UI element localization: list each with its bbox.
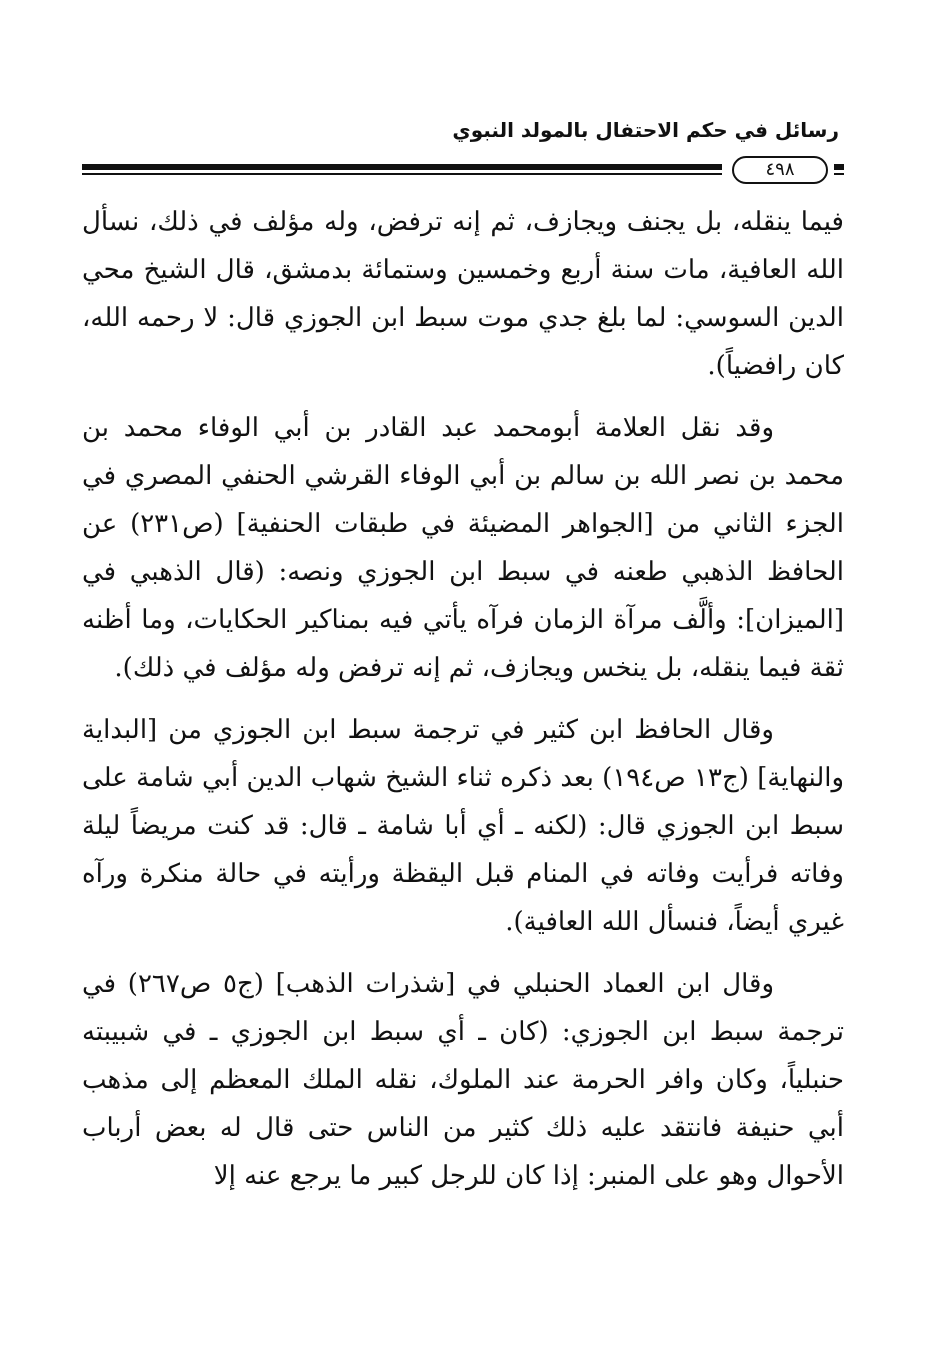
paragraph-3: وقال الحافظ ابن كثير في ترجمة سبط ابن الجوزي من [البداية والنهاية] (ج١٣ ص١٩٤) بعد ذكره ثناء الشيخ شهاب الدين أبي شامة على سبط ابن الجوزي قال: (لكنه ـ أي أبا شامة ـ قال: قد كنت مريضاً ليلة وفاته فرأيت وفاته في المنام قبل اليقظة ورأيته في حالة منكرة ورآه غيري أيضاً، فنسأل الله العافية). [82, 715, 845, 937]
body-text [82, 198, 844, 1214]
paragraph-1: فيما ينقله، بل يجنف ويجازف، ثم إنه ترفض، وله مؤلف في ذلك، نسأل الله العافية، مات سنة أربع وخمسين وستمائة بدمشق، قال الشيخ محي الدين السوسي: لما بلغ جدي موت سبط ابن الجوزي قال: لا رحمه الله، كان رافضياً). [82, 207, 844, 381]
rule-thick-left [82, 164, 722, 170]
running-title: رسائل في حكم الاحتفال بالمولد النبوي [452, 118, 839, 142]
page-number: ٤٩٨ [732, 156, 828, 184]
paragraph-2: وقد نقل العلامة أبومحمد عبد القادر بن أبي الوفاء محمد بن محمد بن نصر الله بن سالم بن أبي الوفاء القرشي الحنفي المصري في الجزء الثاني من [الجواهر المضيئة في طبقات الحنفية] (ص٢٣١) عن الحافظ الذهبي طعنه في سبط ابن الجوزي ونصه: (قال الذهبي في [الميزان]: وألَّف مرآة الزمان فرآه يأتي فيه بمناكير الحكايات، وما أظنه ثقة فيما ينقله، بل ينخس ويجازف، ثم إنه ترفض وله مؤلف في ذلك). [82, 413, 845, 683]
header-rule [82, 158, 844, 180]
rule-thin-right [834, 173, 844, 175]
rule-thin-left [82, 173, 722, 175]
rule-thick-right [834, 164, 844, 170]
paragraph-4: وقال ابن العماد الحنبلي في [شذرات الذهب] (ج٥ ص٢٦٧) في ترجمة سبط ابن الجوزي: (كان ـ أي سبط ابن الجوزي ـ في شبيبته حنبلياً، وكان وافر الحرمة عند الملوك، نقله الملك المعظم إلى مذهب أبي حنيفة فانتقد عليه ذلك كثير من الناس حتى قال له بعض أرباب الأحوال وهو على المنبر: إذا كان للرجل كبير ما يرجع عنه إلا [82, 969, 844, 1191]
